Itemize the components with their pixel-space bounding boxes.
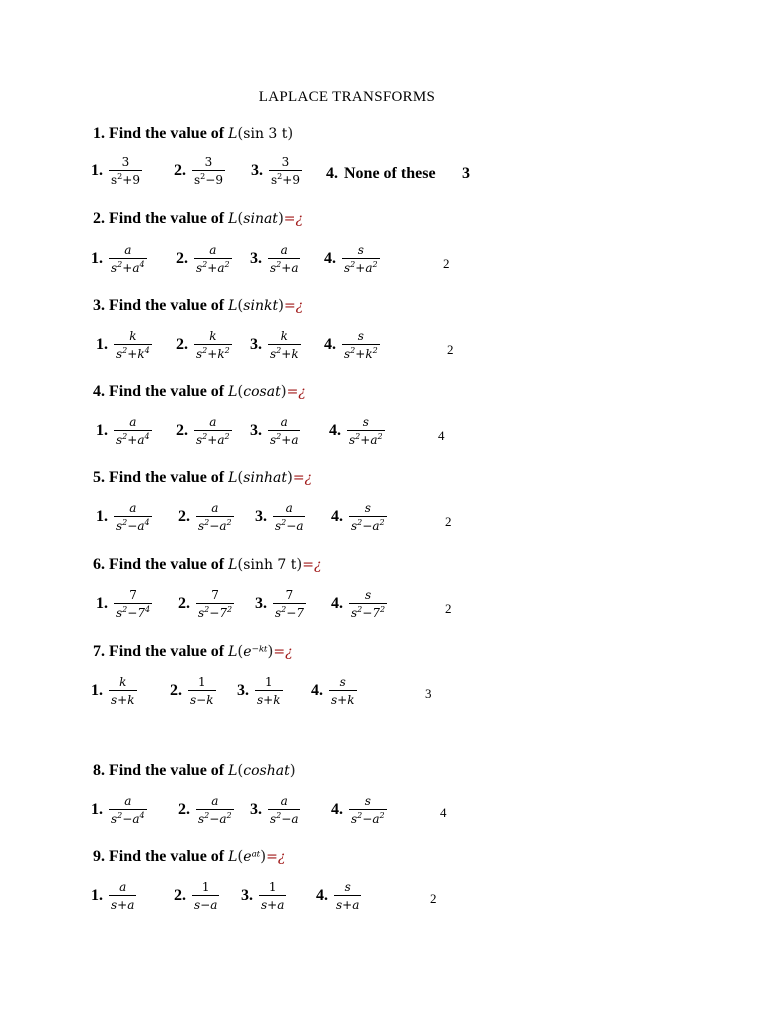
option-3: 3. $\frac{1}{s+k}$: [237, 675, 281, 707]
option-2: 2. $\frac{a}{s^2-a^2}$: [178, 501, 232, 533]
option-2: 2. $\frac{7}{s^2-7^2}$: [178, 588, 233, 620]
answer-key: 3: [462, 165, 470, 182]
answer-key: 3: [425, 686, 432, 701]
option-2: 2. $\frac{a}{s^2+a^2}$: [176, 415, 230, 447]
question-prefix: 8. Find the value of: [93, 762, 225, 779]
question-prefix: 4. Find the value of: [93, 383, 225, 400]
option-3: 3. $\frac{3}{s^2+9}$: [251, 155, 300, 187]
option-3: 3. $\frac{a}{s^2+a}$: [250, 415, 299, 447]
question-prefix: 9. Find the value of: [93, 848, 225, 865]
option-1: 1. $\frac{7}{s^2-7^4}$: [96, 588, 151, 620]
answer-key: 2: [430, 891, 437, 906]
question-prefix: 5. Find the value of: [93, 469, 225, 486]
option-4: 4. $\frac{s}{s^2+k^2}$: [324, 329, 378, 361]
question-4: [93, 382, 306, 401]
answer-key: 4: [440, 805, 447, 820]
transform-expression: L(coshat): [228, 761, 296, 779]
question-prefix: 1. Find the value of: [93, 125, 225, 142]
option-3: 3. $\frac{a}{s^2-a}$: [250, 794, 299, 826]
option-4: 4. $\frac{s}{s+k}$: [311, 675, 355, 707]
option-2: 2. $\frac{1}{s-k}$: [170, 675, 214, 707]
option-1: 1. $\frac{a}{s^2-a^4}$: [96, 501, 150, 533]
answer-key: 2: [445, 514, 452, 529]
question-7: [93, 642, 293, 661]
option-4: 4. $\frac{s}{s^2-a^2}$: [331, 501, 385, 533]
question-6: [93, 555, 322, 574]
transform-expression: L(sinkt)=¿: [228, 296, 304, 314]
option-2: 2. $\frac{3}{s^2-9}$: [174, 155, 223, 187]
option-3: 3. $\frac{k}{s^2+k}$: [250, 329, 299, 361]
option-1: 1. $\frac{3}{s^2+9}$: [91, 155, 140, 187]
transform-expression: L(sin 3 t): [228, 124, 294, 142]
option-1: 1. $\frac{a}{s^2+a^4}$: [91, 243, 145, 275]
page-title: LAPLACE TRANSFORMS: [258, 89, 436, 105]
option-2: 2. $\frac{a}{s^2+a^2}$: [176, 243, 230, 275]
question-prefix: 7. Find the value of: [93, 643, 225, 660]
transform-expression: L(sinat)=¿: [228, 209, 304, 227]
option-4: 4. $\frac{s}{s^2+a^2}$: [329, 415, 383, 447]
option-3: 3. $\frac{a}{s^2+a}$: [250, 243, 299, 275]
option-4: 4. $\frac{s}{s+a}$: [316, 880, 360, 912]
question-9: [93, 847, 285, 866]
question-prefix: 3. Find the value of: [93, 297, 225, 314]
question-8: [93, 761, 296, 780]
transform-expression: L(sinhat)=¿: [228, 468, 313, 486]
option-1: 1. $\frac{a}{s^2-a^4}$: [91, 794, 145, 826]
option-1: 1. $\frac{a}{s^2+a^4}$: [96, 415, 150, 447]
option-4: 4. $\frac{s}{s^2+a^2}$: [324, 243, 378, 275]
transform-expression: L(eᵃᵗ)=¿: [228, 847, 286, 865]
transform-expression: L(sinh 7 t)=¿: [228, 555, 322, 573]
option-4: 4. $\frac{s}{s^2-7^2}$: [331, 588, 386, 620]
question-1: [93, 124, 293, 143]
answer-key: 2: [445, 601, 452, 616]
option-1: 1. $\frac{k}{s+k}$: [91, 675, 135, 707]
option-2: 2. $\frac{k}{s^2+k^2}$: [176, 329, 230, 361]
option-1: 1. $\frac{a}{s+a}$: [91, 880, 135, 912]
question-prefix: 2. Find the value of: [93, 210, 225, 227]
option-3: 3. $\frac{1}{s+a}$: [241, 880, 285, 912]
answer-key: 2: [443, 256, 450, 271]
option-4: 4. None of these: [326, 165, 436, 182]
option-3: 3. $\frac{a}{s^2-a}$: [255, 501, 304, 533]
transform-expression: L(e⁻ᵏᵗ)=¿: [228, 642, 293, 660]
answer-key: 2: [447, 342, 454, 357]
question-prefix: 6. Find the value of: [93, 556, 225, 573]
option-3: 3. $\frac{7}{s^2-7}$: [255, 588, 304, 620]
transform-expression: L(cosat)=¿: [228, 382, 306, 400]
option-2: 2. $\frac{1}{s-a}$: [174, 880, 218, 912]
answer-key: 4: [438, 428, 445, 443]
option-1: 1. $\frac{k}{s^2+k^4}$: [96, 329, 150, 361]
question-2: [93, 209, 303, 228]
option-2: 2. $\frac{a}{s^2-a^2}$: [178, 794, 232, 826]
option-4: 4. $\frac{s}{s^2-a^2}$: [331, 794, 385, 826]
question-5: [93, 468, 312, 487]
question-3: [93, 296, 303, 315]
